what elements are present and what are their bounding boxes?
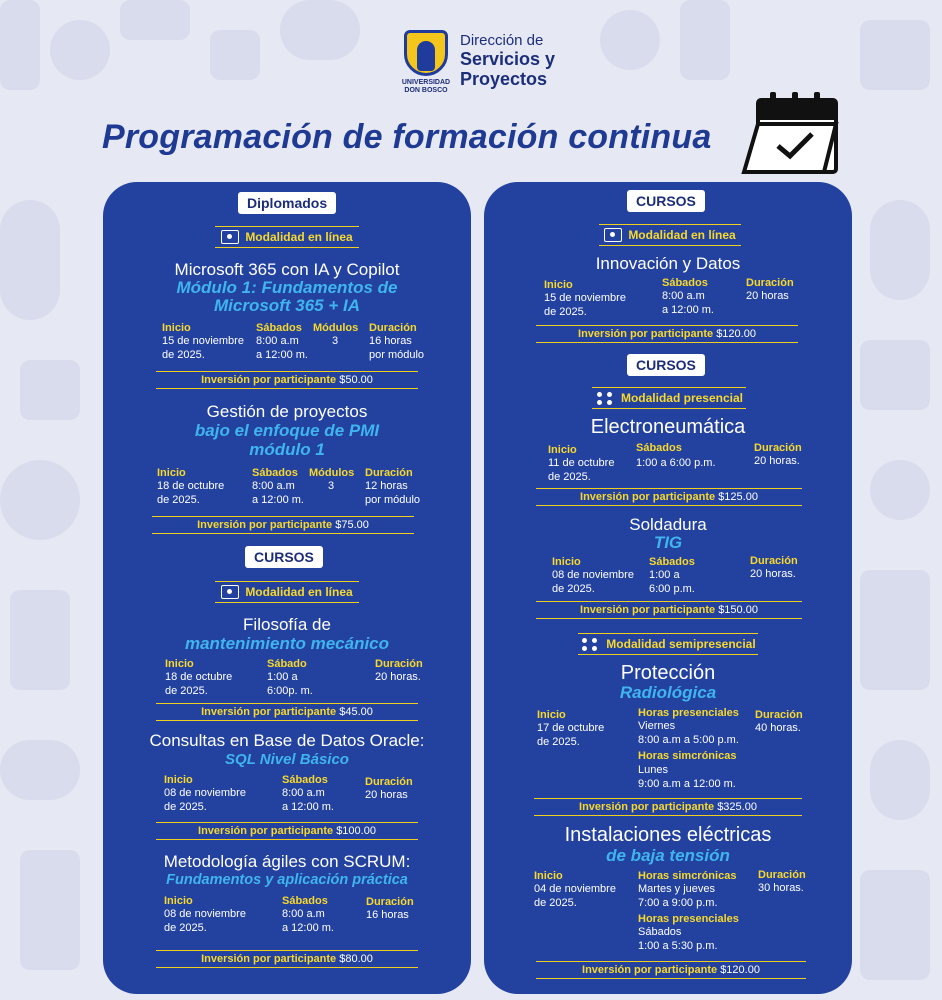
duration-label: Duración — [366, 896, 414, 908]
left-panel — [103, 182, 471, 994]
modality-band: Modalidad en línea — [215, 226, 359, 248]
days-value: 8:00 a.m a 12:00 m. — [282, 787, 334, 813]
days-value: 8:00 a.m a 12:00 m. — [252, 480, 304, 506]
start-value: 11 de octubre de 2025. — [548, 457, 615, 483]
sync-hours-label: Horas simcrónicas — [638, 870, 737, 882]
start-value: 08 de noviembre de 2025. — [164, 908, 246, 934]
start-value: 18 de octubre de 2025. — [157, 480, 225, 506]
university-logo — [398, 30, 454, 100]
start-label: Inicio — [165, 658, 194, 670]
price-bar: Inversión por participante $120.00 — [536, 325, 798, 343]
start-label: Inicio — [552, 556, 581, 568]
start-label: Inicio — [162, 322, 191, 334]
modules-label: Módulos — [313, 322, 359, 334]
course-title: Filosofía de — [243, 615, 331, 634]
duration-label: Duración — [750, 555, 798, 567]
course-title: Metodología ágiles con SCRUM: — [163, 852, 411, 871]
duration-label: Duración — [365, 467, 413, 479]
sync-hours-value: Lunes 9:00 a.m a 12:00 m. — [638, 764, 736, 790]
course-subtitle: mantenimiento mecánico — [184, 634, 390, 653]
start-value: 15 de noviembre de 2025. — [544, 292, 626, 318]
course-subtitle: SQL Nivel Básico — [225, 751, 349, 768]
duration-label: Duración — [755, 709, 803, 721]
duration-label: Duración — [365, 776, 413, 788]
course-title: Gestión de proyectos — [206, 402, 368, 421]
duration-label: Duración — [369, 322, 417, 334]
classroom-icon — [580, 636, 600, 652]
modality-band: Modalidad semipresencial — [578, 633, 758, 655]
course-subtitle: módulo 1 — [249, 440, 325, 459]
department-name: Dirección de Servicios y Proyectos — [460, 32, 556, 89]
monitor-icon — [221, 230, 239, 244]
days-value: 1:00 a 6:00p. m. — [267, 671, 313, 697]
start-value: 08 de noviembre de 2025. — [164, 787, 246, 813]
course-subtitle: de baja tensión — [606, 846, 730, 865]
course-subtitle: Fundamentos y aplicación práctica — [166, 872, 408, 888]
right-panel — [484, 182, 852, 994]
course-title: Innovación y Datos — [595, 254, 741, 273]
duration-value: 12 horas por módulo — [365, 480, 421, 506]
duration-value: 16 horas por módulo — [369, 335, 425, 361]
price-bar: Inversión por participante $150.00 — [536, 601, 802, 619]
start-value: 04 de noviembre de 2025. — [534, 883, 616, 909]
duration-value: 40 horas. — [755, 722, 801, 734]
start-label: Inicio — [164, 895, 193, 907]
price-bar: Inversión por participante $45.00 — [156, 703, 418, 721]
classroom-icon — [595, 390, 615, 406]
days-value: 8:00 a.m a 12:00 m. — [256, 335, 308, 361]
presential-hours-value: Sábados 1:00 a 5:30 p.m. — [638, 926, 718, 952]
start-label: Inicio — [537, 709, 566, 721]
course-subtitle: Radiológica — [619, 683, 717, 702]
days-label: Sábados — [662, 277, 708, 289]
presential-hours-label: Horas presenciales — [638, 913, 739, 925]
price-bar: Inversión por participante $75.00 — [152, 516, 414, 534]
modules-value: 3 — [332, 335, 339, 347]
sync-hours-label: Horas simcrónicas — [638, 750, 737, 762]
price-bar: Inversión por participante $50.00 — [156, 371, 418, 389]
days-value: 8:00 a.m a 12:00 m. — [282, 908, 334, 934]
sync-hours-value: Martes y jueves 7:00 a 9:00 p.m. — [638, 883, 718, 909]
course-title: Electroneumática — [590, 416, 746, 438]
price-bar: Inversión por participante $100.00 — [156, 822, 418, 840]
days-label: Sábados — [256, 322, 302, 334]
days-label: Sábados — [649, 556, 695, 568]
course-title: Microsoft 365 con IA y Copilot — [174, 260, 400, 279]
start-label: Inicio — [534, 870, 563, 882]
duration-value: 20 horas — [365, 789, 408, 801]
start-value: 08 de noviembre de 2025. — [552, 569, 634, 595]
presential-hours-value: Viernes 8:00 a.m a 5:00 p.m. — [638, 720, 739, 746]
course-title: Soldadura — [629, 515, 707, 534]
course-title: Instalaciones eléctricas — [564, 824, 772, 846]
course-subtitle: bajo el enfoque de PMI — [194, 421, 380, 440]
start-value: 18 de octubre de 2025. — [165, 671, 233, 697]
presential-hours-label: Horas presenciales — [638, 707, 739, 719]
category-badge-cursos: CURSOS — [245, 546, 323, 568]
duration-label: Duración — [754, 442, 802, 454]
duration-label: Duración — [758, 869, 806, 881]
modules-label: Módulos — [309, 467, 355, 479]
course-title: Consultas en Base de Datos Oracle: — [149, 731, 425, 750]
duration-label: Duración — [746, 277, 794, 289]
duration-value: 16 horas — [366, 909, 409, 921]
start-label: Inicio — [548, 444, 577, 456]
duration-value: 20 horas. — [754, 455, 800, 467]
course-subtitle: Módulo 1: Fundamentos de — [176, 278, 398, 297]
start-label: Inicio — [157, 467, 186, 479]
logo-text: UNIVERSIDAD DON BOSCO — [401, 79, 451, 94]
modality-band: Modalidad presencial — [592, 387, 746, 409]
price-bar: Inversión por participante $120.00 — [536, 961, 806, 979]
days-label: Sábados — [252, 467, 298, 479]
days-label: Sábados — [282, 774, 328, 786]
calendar-check-icon — [740, 90, 840, 178]
days-label: Sábado — [267, 658, 307, 670]
duration-value: 20 horas. — [375, 671, 421, 683]
course-title: Protección — [620, 662, 716, 684]
start-label: Inicio — [164, 774, 193, 786]
shield-icon — [404, 30, 448, 76]
days-value: 1:00 a 6:00 p.m. — [649, 569, 695, 595]
course-subtitle: TIG — [653, 533, 683, 552]
days-value: 1:00 a 6:00 p.m. — [636, 457, 716, 469]
modality-band: Modalidad en línea — [599, 224, 741, 246]
days-label: Sábados — [636, 442, 682, 454]
price-bar: Inversión por participante $80.00 — [156, 950, 418, 968]
page-title: Programación de formación continua — [102, 118, 712, 156]
duration-value: 20 horas. — [750, 568, 796, 580]
start-value: 15 de noviembre de 2025. — [162, 335, 244, 361]
price-bar: Inversión por participante $125.00 — [536, 488, 802, 506]
price-bar: Inversión por participante $325.00 — [534, 798, 802, 816]
duration-value: 20 horas — [746, 290, 789, 302]
days-value: 8:00 a.m a 12:00 m. — [662, 290, 714, 316]
category-badge-cursos: CURSOS — [627, 354, 705, 376]
category-badge-diplomados: Diplomados — [238, 192, 336, 214]
monitor-icon — [604, 228, 622, 242]
duration-value: 30 horas. — [758, 882, 804, 894]
category-badge-cursos: CURSOS — [627, 190, 705, 212]
monitor-icon — [221, 585, 239, 599]
start-label: Inicio — [544, 279, 573, 291]
days-label: Sábados — [282, 895, 328, 907]
duration-label: Duración — [375, 658, 423, 670]
course-subtitle: Microsoft 365 + IA — [214, 296, 360, 315]
modules-value: 3 — [328, 480, 335, 492]
start-value: 17 de octubre de 2025. — [537, 722, 605, 748]
modality-band: Modalidad en línea — [215, 581, 359, 603]
